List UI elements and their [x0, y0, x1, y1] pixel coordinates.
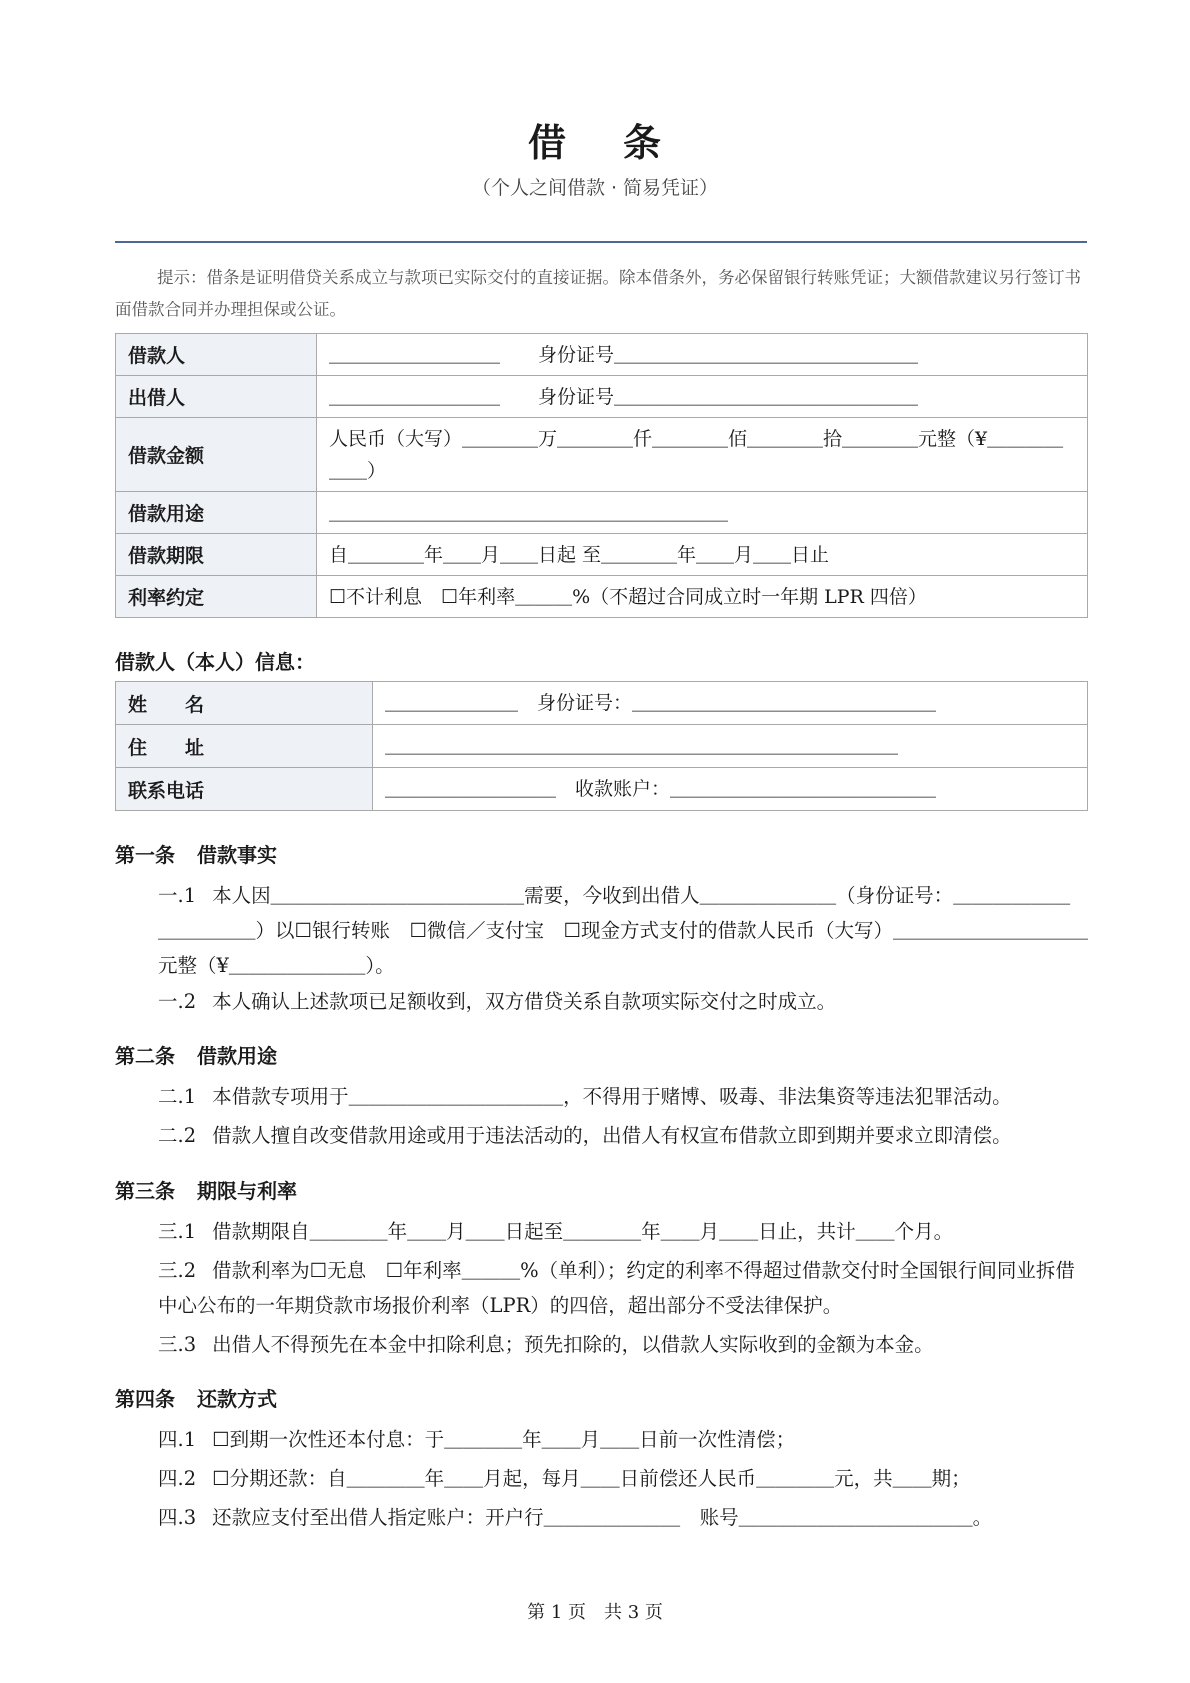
- loan-purpose-field[interactable]: ＿＿＿＿＿＿＿＿＿＿＿＿＿＿＿＿＿＿＿＿＿: [317, 492, 1088, 534]
- row-label: 借款人: [116, 334, 317, 376]
- loan-summary-table: [115, 333, 1088, 618]
- title-char-1: 借: [527, 121, 567, 165]
- document-title: [0, 112, 1190, 167]
- table-row: [116, 334, 1088, 376]
- page-total: 共 3 页: [604, 1602, 663, 1623]
- title-char-2: 条: [623, 121, 663, 165]
- clause: 四.1 ☐到期一次性还本付息：于＿＿＿＿年＿＿月＿＿日前一次性清偿；: [158, 1428, 796, 1451]
- clause: 三.1 借款期限自＿＿＿＿年＿＿月＿＿日起至＿＿＿＿年＿＿月＿＿日止，共计＿＿个月。: [158, 1220, 954, 1243]
- borrower-address-field[interactable]: ＿＿＿＿＿＿＿＿＿＿＿＿＿＿＿＿＿＿＿＿＿＿＿＿＿＿＿: [373, 725, 1088, 768]
- article-heading: 第四条 还款方式: [115, 1387, 277, 1411]
- clause: 三.3 出借人不得预先在本金中扣除利息；预先扣除的，以借款人实际收到的金额为本金。: [158, 1333, 934, 1356]
- clause: 一.2 本人确认上述款项已足额收到，双方借贷关系自款项实际交付之时成立。: [158, 990, 837, 1013]
- borrower-name-id-field[interactable]: ＿＿＿＿＿＿＿＿＿ 身份证号＿＿＿＿＿＿＿＿＿＿＿＿＿＿＿＿: [317, 334, 1088, 376]
- clause: 三.2 借款利率为☐无息 ☐年利率＿＿＿%（单利）；约定的利率不得超过借款交付时全国银行间同业拆借中心公布的一年期贷款市场报价利率（LPR）的四倍，超出部分不受法律保护。: [158, 1259, 1075, 1317]
- article-heading: 第一条 借款事实: [115, 843, 277, 867]
- document-subtitle: （个人之间借款 · 简易凭证）: [471, 177, 719, 199]
- clause: 一.1 本人因＿＿＿＿＿＿＿＿＿＿＿＿＿需要，今收到出借人＿＿＿＿＿＿＿（身份证号：＿＿＿＿＿＿＿＿＿＿＿）以☐银行转账 ☐微信／支付宝 ☐现金方式支付的借款人民币（大写）＿＿＿＿＿＿＿＿＿＿元整（¥＿＿＿＿＿＿＿）。: [158, 884, 1088, 977]
- clause: 二.1 本借款专项用于＿＿＿＿＿＿＿＿＿＿＿，不得用于赌博、吸毒、非法集资等违法犯罪活动。: [158, 1085, 1012, 1108]
- borrower-phone-account-field[interactable]: ＿＿＿＿＿＿＿＿＿ 收款账户：＿＿＿＿＿＿＿＿＿＿＿＿＿＿: [373, 768, 1088, 811]
- table-row: [116, 768, 1088, 811]
- table-row: [116, 682, 1088, 725]
- article-heading: 第二条 借款用途: [115, 1044, 277, 1068]
- row-label: 借款金额: [116, 418, 317, 492]
- article-heading: 第三条 期限与利率: [115, 1179, 297, 1203]
- row-label: 联系电话: [116, 768, 373, 811]
- page-footer: [0, 1598, 1190, 1624]
- table-row: [116, 376, 1088, 418]
- row-label: 借款用途: [116, 492, 317, 534]
- row-label: 出借人: [116, 376, 317, 418]
- lender-name-id-field[interactable]: ＿＿＿＿＿＿＿＿＿ 身份证号＿＿＿＿＿＿＿＿＿＿＿＿＿＿＿＿: [317, 376, 1088, 418]
- table-row: [116, 534, 1088, 576]
- clause: 四.3 还款应支付至出借人指定账户：开户行＿＿＿＿＿＿＿ 账号＿＿＿＿＿＿＿＿＿＿＿＿。: [158, 1506, 993, 1529]
- interest-rate-field[interactable]: ☐不计利息 ☐年利率＿＿＿%（不超过合同成立时一年期 LPR 四倍）: [317, 576, 1088, 618]
- table-row: [116, 492, 1088, 534]
- table-row: [116, 576, 1088, 618]
- loan-amount-field[interactable]: 人民币（大写）＿＿＿＿万＿＿＿＿仟＿＿＿＿佰＿＿＿＿拾＿＿＿＿元整（¥＿＿＿＿＿＿）: [317, 418, 1088, 492]
- borrower-info-heading: 借款人（本人）信息：: [115, 650, 315, 674]
- borrower-info-table: [115, 681, 1088, 811]
- page-number: 第 1 页: [527, 1602, 586, 1623]
- clause: 二.2 借款人擅自改变借款用途或用于违法活动的，出借人有权宣布借款立即到期并要求立即清偿。: [158, 1124, 1012, 1147]
- table-row: [116, 725, 1088, 768]
- clause: 四.2 ☐分期还款：自＿＿＿＿年＿＿月起，每月＿＿日前偿还人民币＿＿＿＿元，共＿＿期；: [158, 1467, 971, 1490]
- row-label: 住 址: [116, 725, 373, 768]
- borrower-name-field[interactable]: ＿＿＿＿＿＿＿ 身份证号：＿＿＿＿＿＿＿＿＿＿＿＿＿＿＿＿: [373, 682, 1088, 725]
- row-label: 借款期限: [116, 534, 317, 576]
- table-row: [116, 418, 1088, 492]
- row-label: 姓 名: [116, 682, 373, 725]
- title-divider: [115, 241, 1087, 243]
- tip-note: 提示：借条是证明借贷关系成立与款项已实际交付的直接证据。除本借条外，务必保留银行转账凭证；大额借款建议另行签订书面借款合同并办理担保或公证。: [115, 268, 1081, 319]
- loan-term-field[interactable]: 自＿＿＿＿年＿＿月＿＿日起 至＿＿＿＿年＿＿月＿＿日止: [317, 534, 1088, 576]
- row-label: 利率约定: [116, 576, 317, 618]
